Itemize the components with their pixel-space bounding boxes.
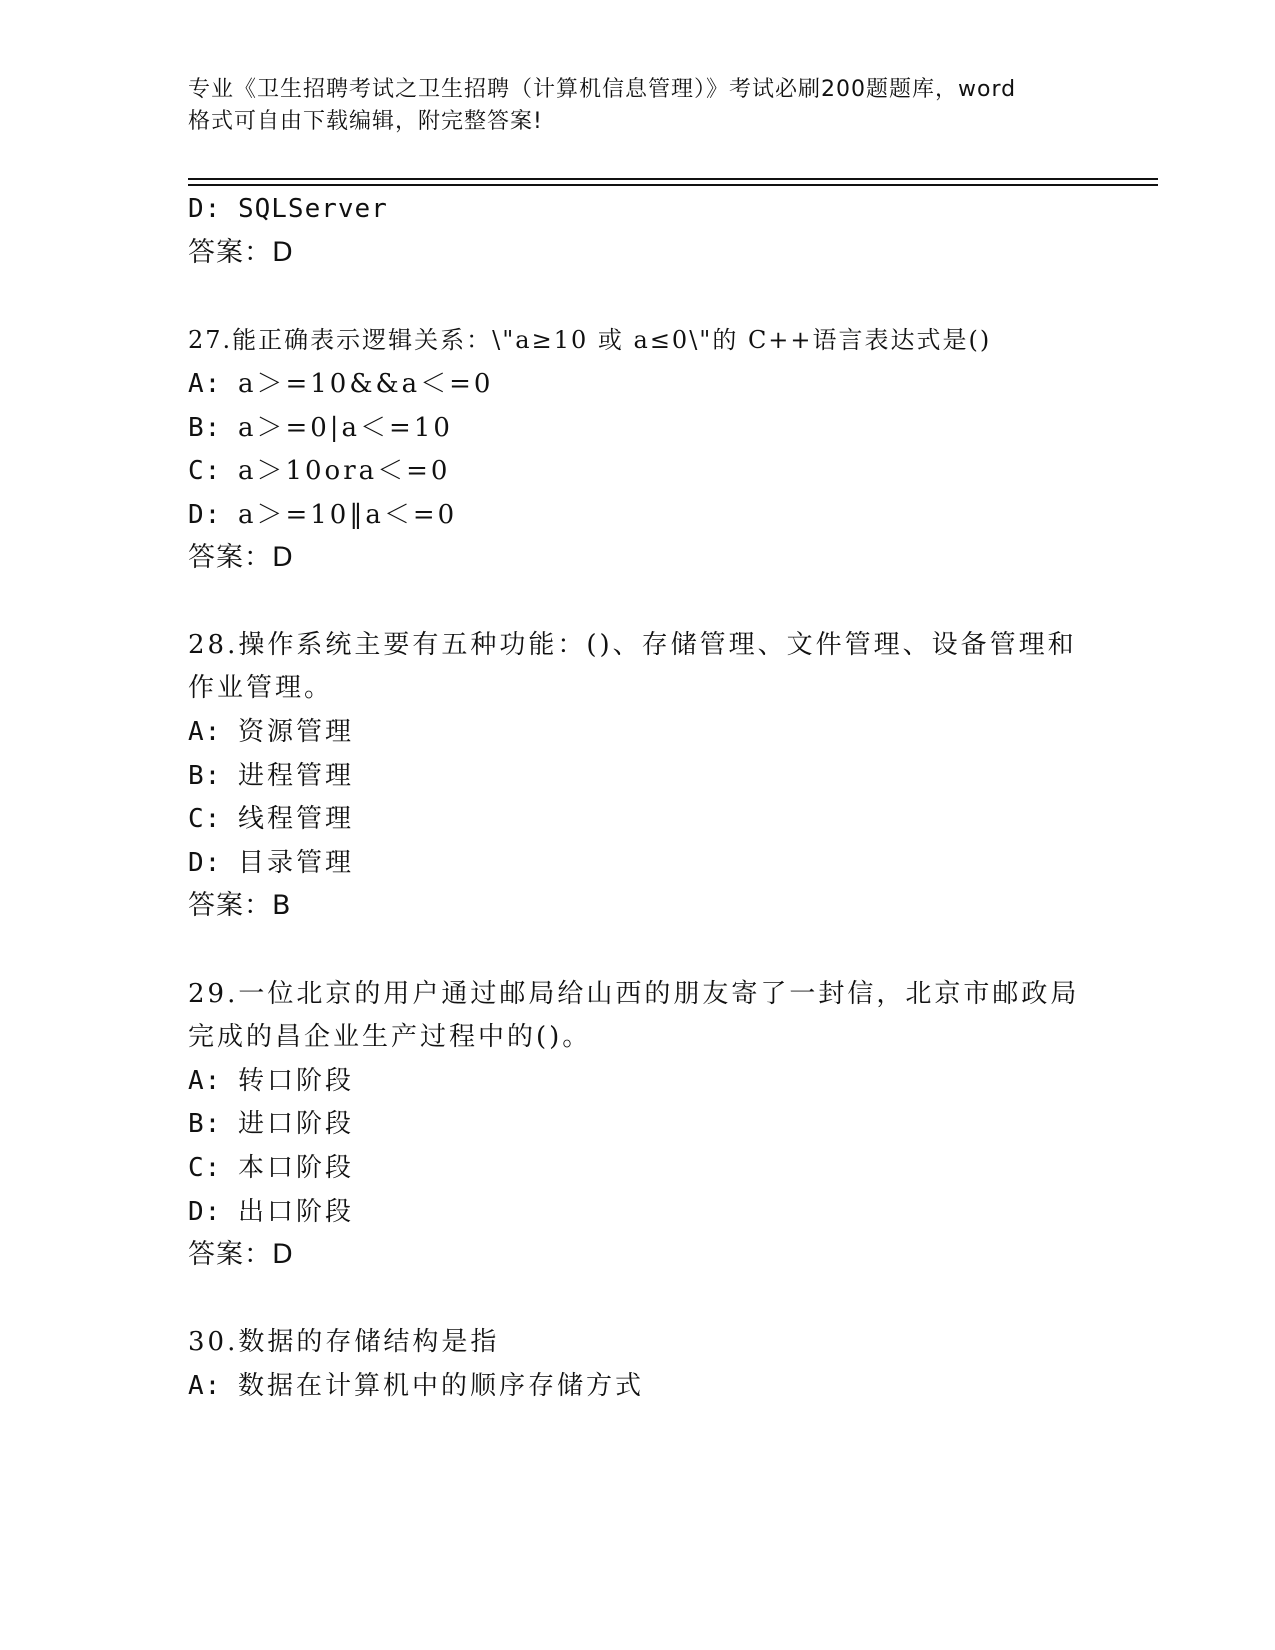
option-text: 转口阶段	[237, 1066, 354, 1096]
option-label: D:	[188, 1197, 222, 1227]
option-text: 资源管理	[237, 717, 354, 747]
prev-option-d	[188, 192, 388, 226]
header-rule-bottom	[188, 184, 1158, 186]
header-line-2: 格式可自由下载编辑，附完整答案!	[188, 109, 543, 134]
q28-answer: 答案：B	[188, 890, 292, 921]
option-label: A:	[188, 1066, 222, 1096]
q27-option-c	[188, 454, 450, 488]
q27-option-d	[188, 498, 457, 532]
question-27-text: 27.能正确表示逻辑关系：\"a≥10 或 a≤0\"的 C++语言表达式是()	[188, 326, 992, 354]
option-label: A:	[188, 369, 222, 399]
header-text	[188, 74, 1088, 138]
option-text: 本口阶段	[237, 1153, 354, 1183]
question-30-text: 30.数据的存储结构是指	[188, 1327, 500, 1357]
option-text: 出口阶段	[237, 1197, 354, 1227]
option-label: C:	[188, 456, 222, 486]
option-label: D:	[188, 848, 222, 878]
option-text: a＞=10‖a＜=0	[237, 500, 458, 530]
q27-option-a	[188, 367, 493, 401]
q28-option-a	[188, 715, 354, 749]
option-text: 进程管理	[237, 761, 354, 791]
q29-option-d	[188, 1195, 354, 1229]
q30-option-a	[188, 1369, 644, 1403]
question-28-line-1: 28.操作系统主要有五种功能：()、存储管理、文件管理、设备管理和	[188, 630, 1077, 660]
option-text: a＞10ora＜=0	[237, 456, 451, 486]
header-rule-top	[188, 178, 1158, 180]
option-label: D:	[188, 194, 222, 224]
option-label: B:	[188, 1109, 222, 1139]
q29-answer: 答案：D	[188, 1239, 294, 1270]
q29-option-c	[188, 1151, 354, 1185]
header-line-1: 专业《卫生招聘考试之卫生招聘（计算机信息管理）》考试必刷200题题库，word	[188, 77, 1017, 102]
q28-option-d	[188, 846, 354, 880]
q29-option-a	[188, 1064, 354, 1098]
option-label: A:	[188, 717, 222, 747]
option-label: C:	[188, 804, 222, 834]
question-29-line-2: 完成的昌企业生产过程中的()。	[188, 1022, 592, 1052]
question-28-line-2: 作业管理。	[188, 673, 334, 703]
q29-option-b	[188, 1107, 354, 1141]
option-text: a＞=0|a＜=10	[237, 413, 453, 443]
prev-answer: 答案：D	[188, 237, 294, 268]
q27-answer: 答案：D	[188, 542, 294, 573]
question-29-line-1: 29.一位北京的用户通过邮局给山西的朋友寄了一封信，北京市邮政局	[188, 979, 1080, 1009]
option-label: C:	[188, 1153, 222, 1183]
option-text: 线程管理	[237, 804, 354, 834]
option-text: a＞=10&&a＜=0	[237, 369, 494, 399]
option-label: A:	[188, 1371, 222, 1401]
option-text: 数据在计算机中的顺序存储方式	[237, 1371, 644, 1401]
option-label: B:	[188, 761, 222, 791]
q28-option-c	[188, 802, 354, 836]
option-label: D:	[188, 500, 222, 530]
option-label: B:	[188, 413, 222, 443]
option-text: SQLServer	[237, 194, 388, 224]
q27-option-b	[188, 411, 453, 445]
q28-option-b	[188, 759, 354, 793]
option-text: 目录管理	[237, 848, 354, 878]
option-text: 进口阶段	[237, 1109, 354, 1139]
